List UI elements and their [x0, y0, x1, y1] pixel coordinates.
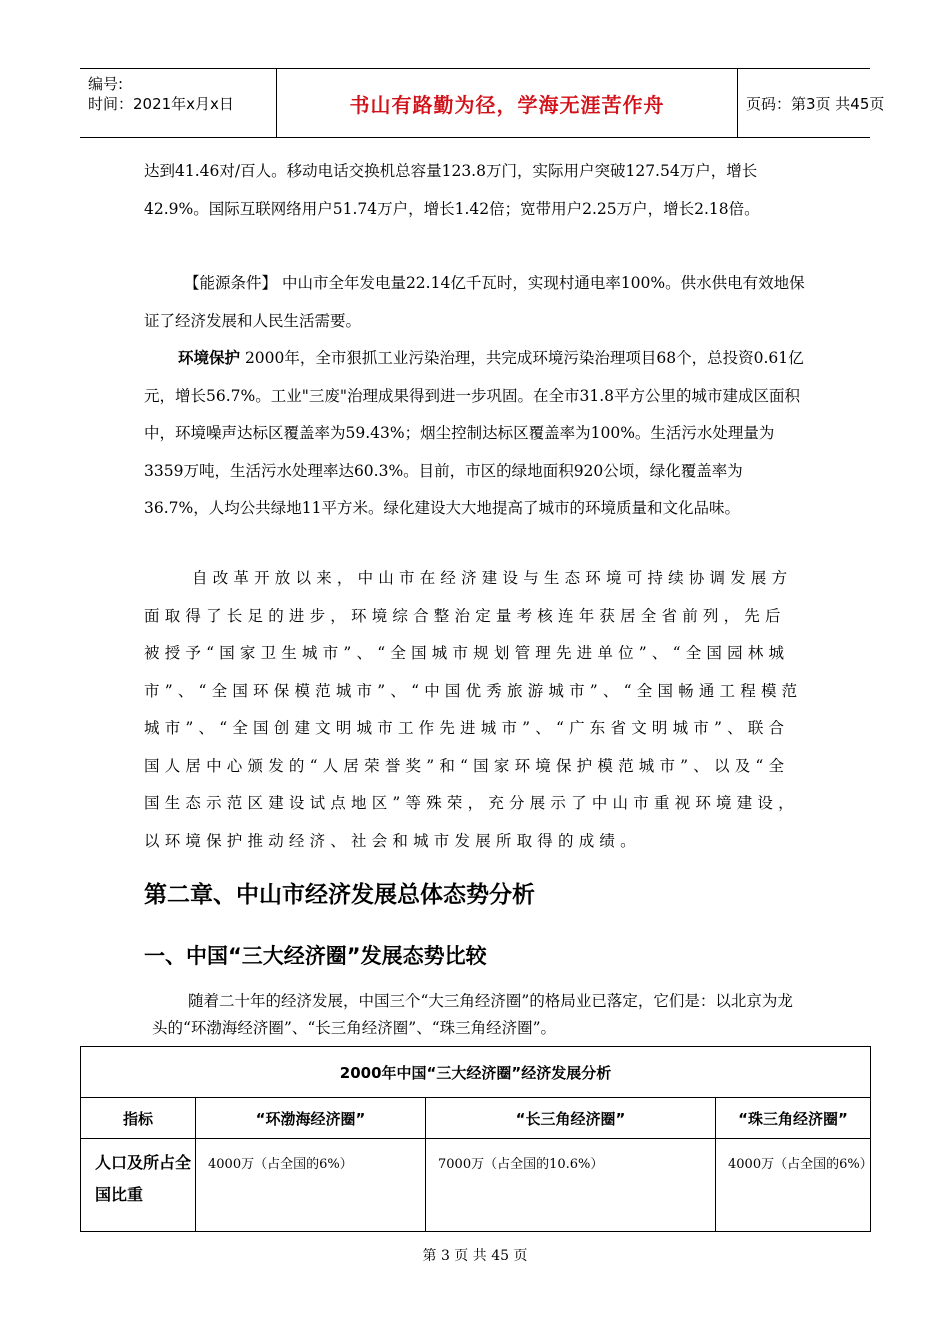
paragraph-label: 环境保护 — [178, 349, 241, 367]
paragraph-intro — [152, 988, 802, 1042]
header-meta-cell — [80, 69, 277, 137]
table-cell: 4000万（占全国的6%） — [196, 1139, 426, 1232]
table-cell: 4000万（占全国的6%） — [716, 1139, 871, 1232]
page-footer: 第 3 页 共 45 页 — [422, 1248, 528, 1264]
table-header-cell: “珠三角经济圈” — [716, 1098, 871, 1139]
header-motto: 书山有路勤为径，学海无涯苦作舟 — [349, 92, 665, 117]
table-header-row — [81, 1098, 871, 1139]
economic-circles-table — [80, 1046, 871, 1232]
paragraph-text: 达到41.46对/百人。移动电话交换机总容量123.8万门，实际用户突破127.54万户，增长42.9%。国际互联网络用户51.74万户，增长1.42倍；宽带用户2.25万户，增长2.18倍。 — [144, 162, 760, 218]
table-header-cell: “长三角经济圈” — [426, 1098, 716, 1139]
paragraph-achievements — [144, 560, 806, 860]
document-time-label: 时间：2021年x月x日 — [88, 95, 234, 113]
table-title: 2000年中国“三大经济圈”经济发展分析 — [81, 1047, 871, 1098]
header-page-cell — [738, 69, 885, 137]
paragraph-text: 中山市全年发电量22.14亿千瓦时，实现村通电率100%。供水供电有效地保证了经济发展和人民生活需要。 — [144, 274, 805, 330]
paragraph-text: 随着二十年的经济发展，中国三个“大三角经济圈”的格局业已落定，它们是：以北京为龙头的“环渤海经济圈”、“长三角经济圈”、“珠三角经济圈”。 — [152, 992, 793, 1037]
table-row — [81, 1139, 871, 1232]
paragraph-telecom — [144, 153, 806, 228]
paragraph-energy — [144, 265, 806, 340]
section-heading: 一、中国“三大经济圈”发展态势比较 — [144, 944, 487, 968]
table-header-cell: 指标 — [81, 1098, 196, 1139]
table-header-cell: “环渤海经济圈” — [196, 1098, 426, 1139]
paragraph-label: 【能源条件】 — [184, 274, 278, 292]
paragraph-text: 2000年，全市狠抓工业污染治理，共完成环境污染治理项目68个，总投资0.61亿元，增长56.7%。工业"三废"治理成果得到进一步巩固。在全市31.8平方公里的城市建成区面积中，环境噪声达标区覆盖率为59.43%；烟尘控制达标区覆盖率为100%。生活污水处理量为3359万吨，生活污水处理率达60.3%。目前，市区的绿地面积920公顷，绿化覆盖率为36.7%，人均公共绿地11平方米。绿化建设大大地提高了城市的环境质量和文化品味。 — [144, 349, 804, 517]
paragraph-environment — [144, 340, 806, 528]
paragraph-text: 自改革开放以来，中山市在经济建设与生态环境可持续协调发展方面取得了长足的进步，环境综合整治定量考核连年获居全省前列，先后被授予“国家卫生城市”、“全国城市规划管理先进单位”、“全国园林城市”、“全国环保模范城市”、“中国优秀旅游城市”、“全国畅通工程模范城市”、“全国创建文明城市工作先进城市”、“广东省文明城市”、联合国人居中心颁发的“人居荣誉奖”和“国家环境保护模范城市”、以及“全国生态示范区建设试点地区”等殊荣，充分展示了中山市重视环境建设，以环境保护推动经济、社会和城市发展所取得的成绩。 — [144, 569, 803, 850]
table-cell: 7000万（占全国的10.6%） — [426, 1139, 716, 1232]
chapter-heading: 第二章、中山市经济发展总体态势分析 — [144, 882, 535, 908]
header-page-number: 页码：第3页 共45页 — [746, 94, 885, 113]
header-motto-cell — [277, 69, 738, 137]
table-row-label: 人口及所占全国比重 — [81, 1139, 196, 1232]
document-number-label: 编号: — [88, 75, 124, 93]
page-header — [80, 68, 885, 138]
